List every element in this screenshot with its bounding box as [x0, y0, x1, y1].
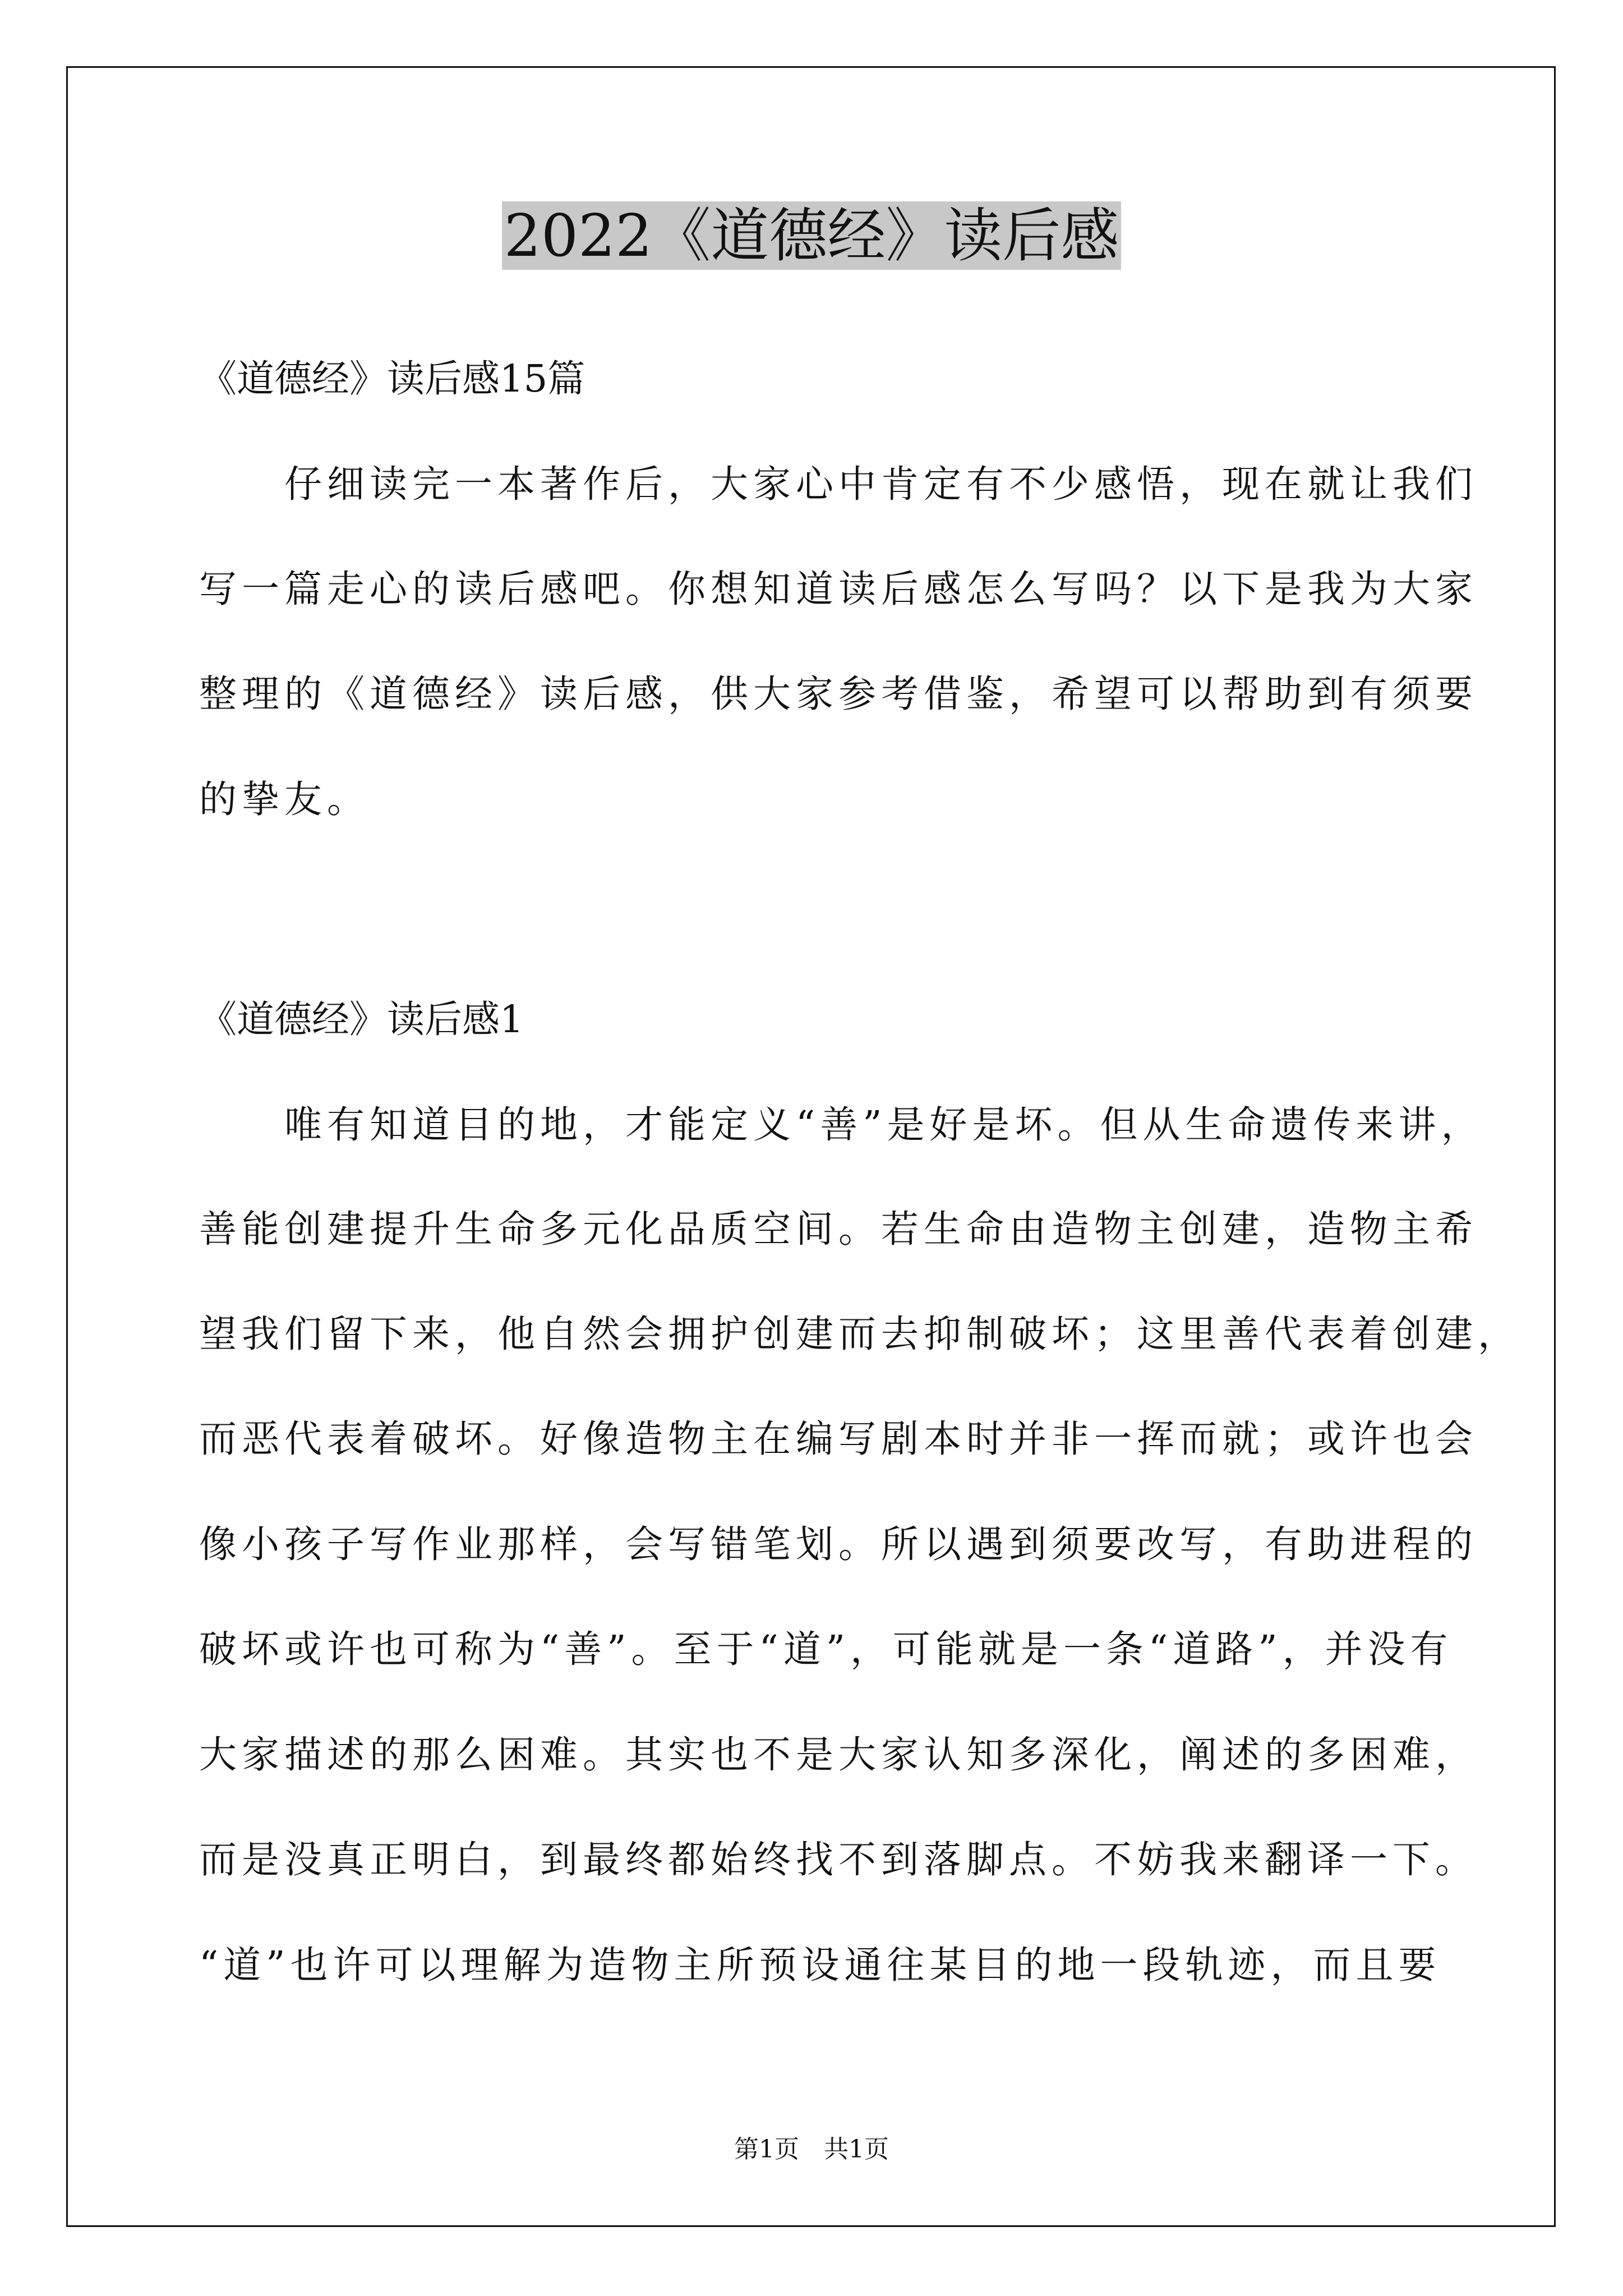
section-line-1: 唯有知道目的地，才能定义“善”是好是坏。但从生命遗传来讲，	[199, 1103, 1484, 1147]
section-line-7: 大家描述的那么困难。其实也不是大家认知多深化，阐述的多困难，	[199, 1733, 1478, 1777]
intro-line-2: 写一篇走心的读后感吧。你想知道读后感怎么写吗？以下是我为大家	[199, 567, 1478, 611]
section-line-2: 善能创建提升生命多元化品质空间。若生命由造物主创建，造物主希	[199, 1207, 1478, 1251]
page-number: 第1页 共1页	[734, 2135, 889, 2164]
section-line-5: 像小孩子写作业那样，会写错笔划。所以遇到须要改写，有助进程的	[199, 1522, 1478, 1566]
section-line-8: 而是没真正明白，到最终都始终找不到落脚点。不妨我来翻译一下。	[199, 1838, 1478, 1881]
intro-line-1: 仔细读完一本著作后，大家心中肯定有不少感悟，现在就让我们	[199, 462, 1478, 506]
section-line-6: 破坏或许也可称为“善”。至于“道”，可能就是一条“道路”，并没有	[199, 1627, 1453, 1671]
document-subtitle: 《道德经》读后感15篇	[199, 357, 585, 401]
section-heading: 《道德经》读后感1	[199, 997, 524, 1041]
document-title	[0, 196, 1623, 275]
document-title-text: 2022《道德经》读后感	[502, 201, 1122, 270]
intro-line-3: 整理的《道德经》读后感，供大家参考借鉴，希望可以帮助到有须要	[199, 672, 1478, 716]
section-line-9: “道”也许可以理解为造物主所预设通往某目的地一段轨迹，而且要	[199, 1943, 1441, 1987]
section-line-3: 望我们留下来，他自然会拥护创建而去抑制破坏；这里善代表着创建，	[199, 1312, 1520, 1356]
section-line-4: 而恶代表着破坏。好像造物主在编写剧本时并非一挥而就；或许也会	[199, 1417, 1478, 1461]
intro-line-4: 的挚友。	[199, 777, 370, 821]
